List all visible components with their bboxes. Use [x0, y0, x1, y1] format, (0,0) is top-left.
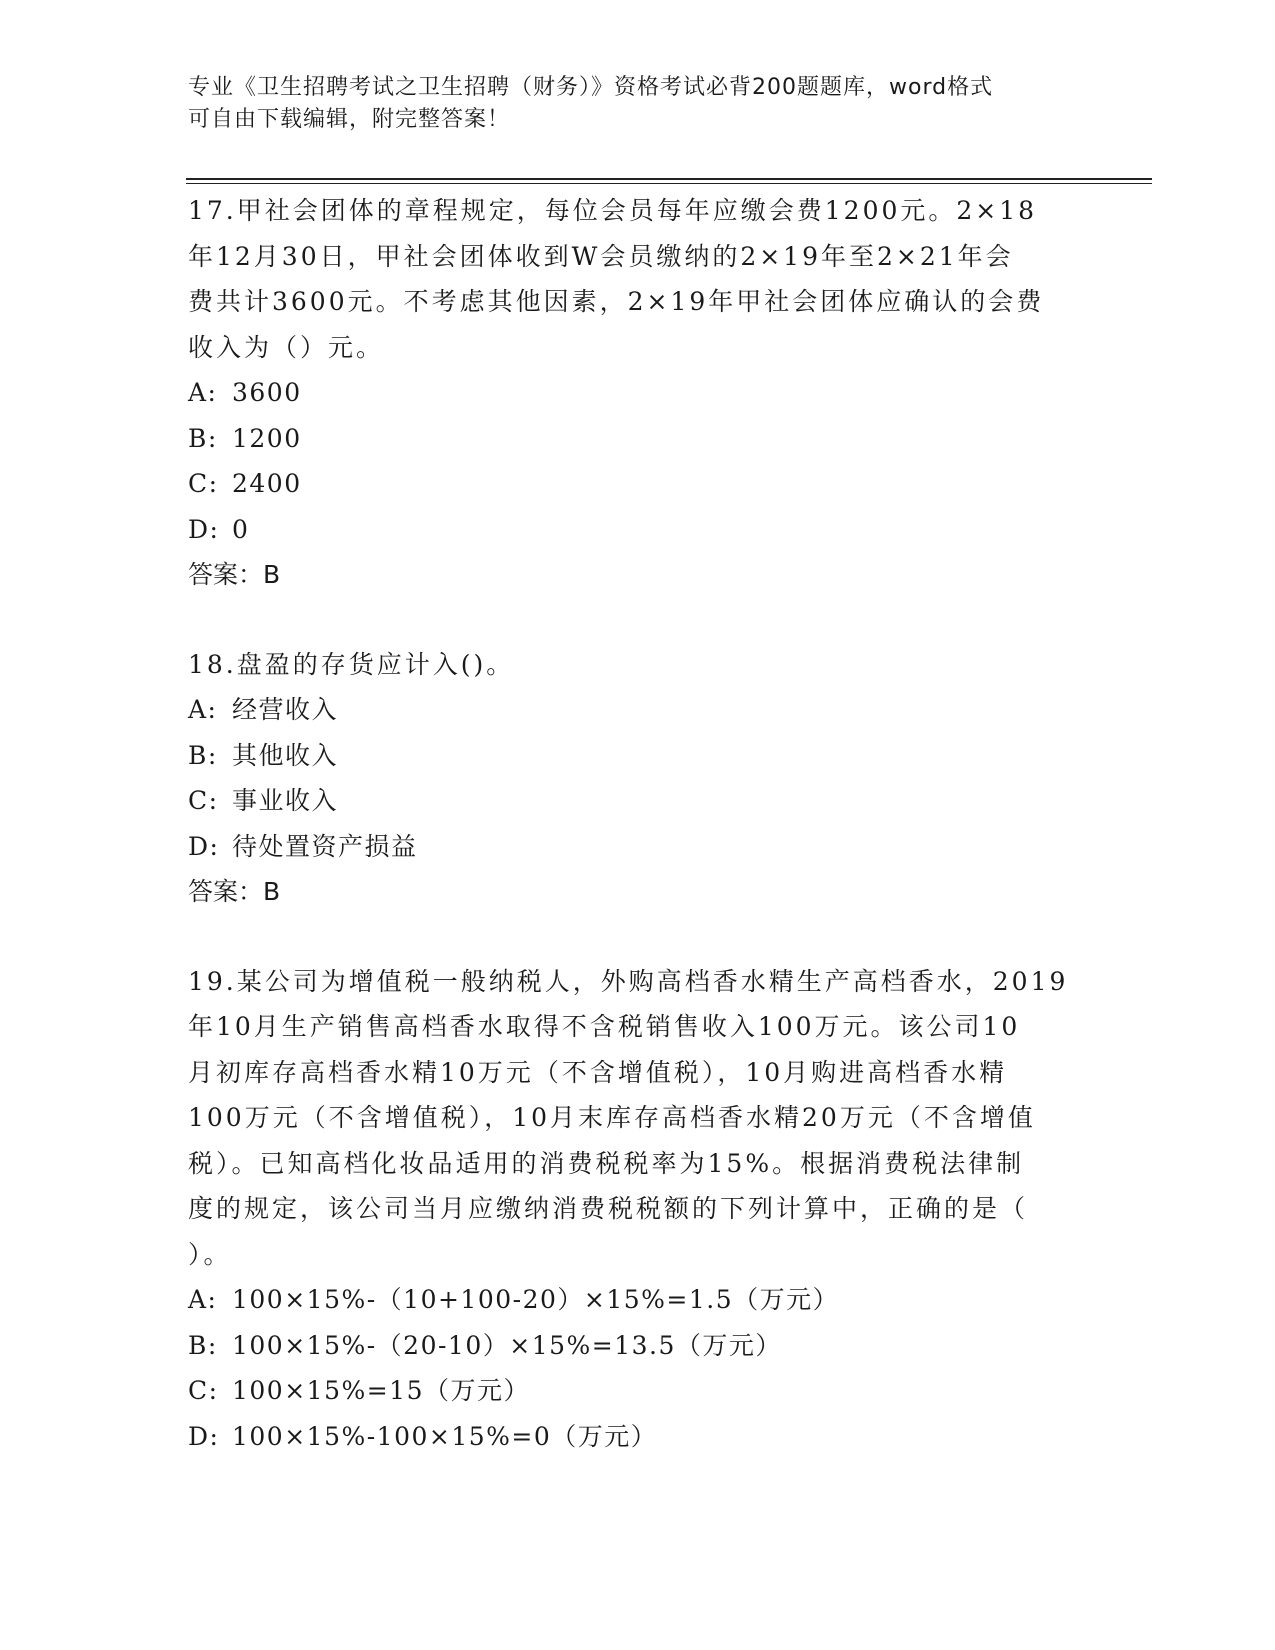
- question-18: [188, 642, 1078, 915]
- option-c: [188, 461, 1078, 507]
- option-key: C:: [188, 1376, 219, 1405]
- question-17: [188, 188, 1078, 598]
- question-19: [188, 959, 1078, 1460]
- question-stem-line: 收入为（）元。: [188, 332, 385, 362]
- answer-line: 答案：B: [188, 877, 281, 906]
- question-list: [188, 188, 1078, 1459]
- option-b: [188, 416, 1078, 462]
- option-d: [188, 507, 1078, 553]
- question-stem-line: ）。: [188, 1239, 232, 1269]
- header-title-line-1: 专业《卫生招聘考试之卫生招聘（财务）》资格考试必背200题题库，word格式: [188, 75, 994, 100]
- question-spacer: [188, 598, 1078, 642]
- question-stem-line: 17.甲社会团体的章程规定，每位会员每年应缴会费1200元。2×18: [188, 196, 1038, 225]
- option-text: 100×15%-100×15%=0（万元）: [232, 1421, 658, 1451]
- option-key: B:: [188, 423, 218, 453]
- option-key: D:: [188, 514, 220, 544]
- option-key: D:: [188, 1421, 220, 1451]
- option-text: 事业收入: [232, 786, 339, 815]
- option-key: C:: [188, 469, 219, 498]
- header-divider-thick: [186, 178, 1152, 180]
- option-key: A:: [188, 378, 218, 407]
- option-text: 100×15%-（10+100-20）×15%=1.5（万元）: [232, 1285, 840, 1314]
- option-b: [188, 733, 1078, 779]
- option-text: 待处置资产损益: [232, 831, 418, 861]
- option-text: 2400: [232, 469, 302, 498]
- option-key: A:: [188, 695, 218, 724]
- option-text: 1200: [232, 423, 302, 453]
- option-key: B:: [188, 740, 218, 770]
- option-text: 100×15%=15（万元）: [232, 1376, 530, 1405]
- header-divider-thin: [186, 183, 1152, 184]
- option-text: 100×15%-（20-10）×15%=13.5（万元）: [232, 1330, 782, 1360]
- option-key: C:: [188, 786, 219, 815]
- question-stem-line: 税）。已知高档化妆品适用的消费税税率为15%。根据消费税法律制: [188, 1148, 1025, 1178]
- question-stem-line: 19.某公司为增值税一般纳税人，外购高档香水精生产高档香水，2019: [188, 966, 1069, 996]
- option-c: [188, 778, 1078, 824]
- option-text: 0: [232, 514, 250, 544]
- option-b: [188, 1323, 1078, 1369]
- question-stem-line: 年10月生产销售高档香水取得不含税销售收入100万元。该公司10: [188, 1012, 1021, 1041]
- header-title-line-2: 可自由下载编辑，附完整答案！: [188, 107, 511, 132]
- question-stem-line: 18.盘盈的存货应计入()。: [188, 649, 515, 679]
- option-a: [188, 370, 1078, 416]
- question-stem-line: 费共计3600元。不考虑其他因素，2×19年甲社会团体应确认的会费: [188, 287, 1045, 316]
- document-header: [188, 72, 1068, 136]
- option-text: 经营收入: [232, 695, 339, 724]
- question-spacer: [188, 915, 1078, 959]
- option-key: A:: [188, 1285, 218, 1314]
- option-a: [188, 687, 1078, 733]
- option-key: D:: [188, 831, 220, 861]
- option-key: B:: [188, 1330, 218, 1360]
- option-text: 其他收入: [232, 740, 339, 770]
- option-c: [188, 1368, 1078, 1414]
- question-stem-line: 100万元（不含增值税），10月末库存高档香水精20万元（不含增值: [188, 1103, 1036, 1132]
- question-stem-line: 年12月30日，甲社会团体收到W会员缴纳的2×19年至2×21年会: [188, 241, 1014, 271]
- question-stem-line: 度的规定，该公司当月应缴纳消费税税额的下列计算中，正确的是（: [188, 1194, 1029, 1223]
- option-d: [188, 1414, 1078, 1460]
- option-text: 3600: [232, 378, 302, 407]
- option-d: [188, 824, 1078, 870]
- answer-line: 答案：B: [188, 560, 281, 589]
- question-stem-line: 月初库存高档香水精10万元（不含增值税），10月购进高档香水精: [188, 1057, 1008, 1087]
- option-a: [188, 1277, 1078, 1323]
